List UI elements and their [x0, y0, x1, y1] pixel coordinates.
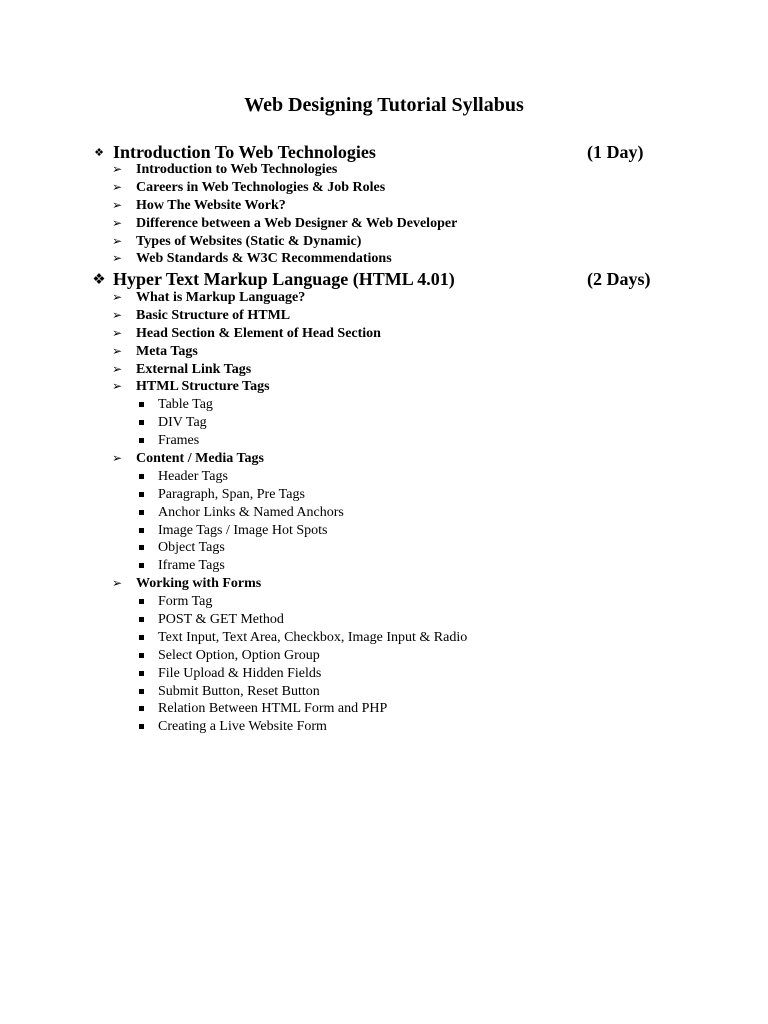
arrow-bullet-icon: ➢ [112, 325, 123, 340]
section-items-html [0, 289, 768, 736]
item-label: Paragraph, Span, Pre Tags [158, 486, 305, 502]
subtopic-item [0, 611, 768, 629]
topic-item [0, 575, 768, 593]
item-label: Header Tags [158, 468, 228, 484]
item-label: Anchor Links & Named Anchors [158, 504, 344, 520]
item-label: Working with Forms [136, 576, 262, 592]
subtopic-item [0, 539, 768, 557]
topic-item [0, 197, 768, 215]
diamond-bullet-icon: ❖ [92, 270, 106, 288]
topic-item [0, 233, 768, 251]
section-header-intro [90, 141, 660, 163]
subtopic-item [0, 432, 768, 450]
arrow-bullet-icon: ➢ [112, 451, 123, 466]
item-label: File Upload & Hidden Fields [158, 665, 322, 681]
arrow-bullet-icon: ➢ [112, 215, 123, 230]
item-label: Basic Structure of HTML [136, 307, 291, 323]
square-bullet-icon [139, 545, 144, 550]
item-label: Text Input, Text Area, Checkbox, Image Input & Radio [158, 629, 468, 645]
subtopic-item [0, 468, 768, 486]
section-duration: (1 Day) [587, 142, 644, 162]
subtopic-item [0, 700, 768, 718]
subtopic-item [0, 665, 768, 683]
item-label: Types of Websites (Static & Dynamic) [136, 233, 362, 249]
arrow-bullet-icon: ➢ [112, 251, 123, 266]
arrow-bullet-icon: ➢ [112, 290, 123, 304]
subtopic-item [0, 414, 768, 432]
square-bullet-icon [139, 706, 144, 711]
topic-item [0, 179, 768, 197]
item-label: Introduction to Web Technologies [136, 162, 338, 177]
square-bullet-icon [139, 474, 144, 479]
item-label: Select Option, Option Group [158, 647, 320, 663]
subtopic-item [0, 396, 768, 414]
square-bullet-icon [139, 635, 144, 640]
item-label: Form Tag [158, 594, 213, 610]
section-header-html [90, 268, 660, 290]
document-title: Web Designing Tutorial Syllabus [244, 94, 524, 116]
square-bullet-icon [139, 689, 144, 694]
arrow-bullet-icon: ➢ [112, 162, 123, 176]
item-label: Object Tags [158, 540, 225, 556]
item-label: Meta Tags [136, 343, 198, 359]
square-bullet-icon [139, 653, 144, 658]
subtopic-item [0, 557, 768, 575]
diamond-bullet-icon: ❖ [94, 146, 104, 159]
arrow-bullet-icon: ➢ [112, 361, 123, 376]
section-title: Hyper Text Markup Language (HTML 4.01) [113, 269, 455, 289]
item-label: POST & GET Method [158, 612, 284, 628]
square-bullet-icon [139, 528, 144, 533]
arrow-bullet-icon: ➢ [112, 307, 123, 322]
subtopic-item [0, 522, 768, 540]
arrow-bullet-icon: ➢ [112, 379, 123, 394]
subtopic-item [0, 718, 768, 736]
section-duration: (2 Days) [587, 269, 651, 289]
item-label: Image Tags / Image Hot Spots [158, 522, 328, 538]
topic-item [0, 361, 768, 379]
square-bullet-icon [139, 617, 144, 622]
subtopic-item [0, 593, 768, 611]
item-label: Careers in Web Technologies & Job Roles [136, 179, 386, 195]
square-bullet-icon [139, 510, 144, 515]
item-label: Head Section & Element of Head Section [136, 325, 381, 341]
subtopic-item [0, 647, 768, 665]
subtopic-item [0, 486, 768, 504]
subtopic-item [0, 683, 768, 701]
item-label: Frames [158, 433, 200, 449]
arrow-bullet-icon: ➢ [112, 179, 123, 194]
arrow-bullet-icon: ➢ [112, 576, 123, 591]
item-label: External Link Tags [136, 361, 252, 377]
item-label: Difference between a Web Designer & Web Developer [136, 215, 458, 231]
topic-item [0, 325, 768, 343]
arrow-bullet-icon: ➢ [112, 233, 123, 248]
item-label: Table Tag [158, 397, 213, 413]
square-bullet-icon [139, 402, 144, 407]
item-label: How The Website Work? [136, 197, 286, 213]
topic-item [0, 215, 768, 233]
item-label: Iframe Tags [158, 558, 225, 574]
square-bullet-icon [139, 599, 144, 604]
square-bullet-icon [139, 563, 144, 568]
subtopic-item [0, 629, 768, 647]
item-label: What is Markup Language? [136, 290, 306, 305]
topic-item [0, 343, 768, 361]
item-label: Relation Between HTML Form and PHP [158, 701, 388, 717]
item-label: Web Standards & W3C Recommendations [136, 251, 392, 267]
square-bullet-icon [139, 420, 144, 425]
item-label: HTML Structure Tags [136, 379, 270, 395]
topic-item [0, 450, 768, 468]
square-bullet-icon [139, 724, 144, 729]
square-bullet-icon [139, 671, 144, 676]
section-title: Introduction To Web Technologies [113, 142, 376, 162]
arrow-bullet-icon: ➢ [112, 197, 123, 212]
arrow-bullet-icon: ➢ [112, 343, 123, 358]
topic-item [0, 289, 768, 307]
section-items-intro [0, 161, 768, 268]
square-bullet-icon [139, 438, 144, 443]
topic-item [0, 378, 768, 396]
item-label: Creating a Live Website Form [158, 719, 327, 735]
item-label: Submit Button, Reset Button [158, 683, 320, 699]
subtopic-item [0, 504, 768, 522]
item-label: Content / Media Tags [136, 451, 264, 467]
topic-item [0, 161, 768, 179]
topic-item [0, 307, 768, 325]
item-label: DIV Tag [158, 415, 207, 431]
square-bullet-icon [139, 492, 144, 497]
topic-item [0, 250, 768, 268]
